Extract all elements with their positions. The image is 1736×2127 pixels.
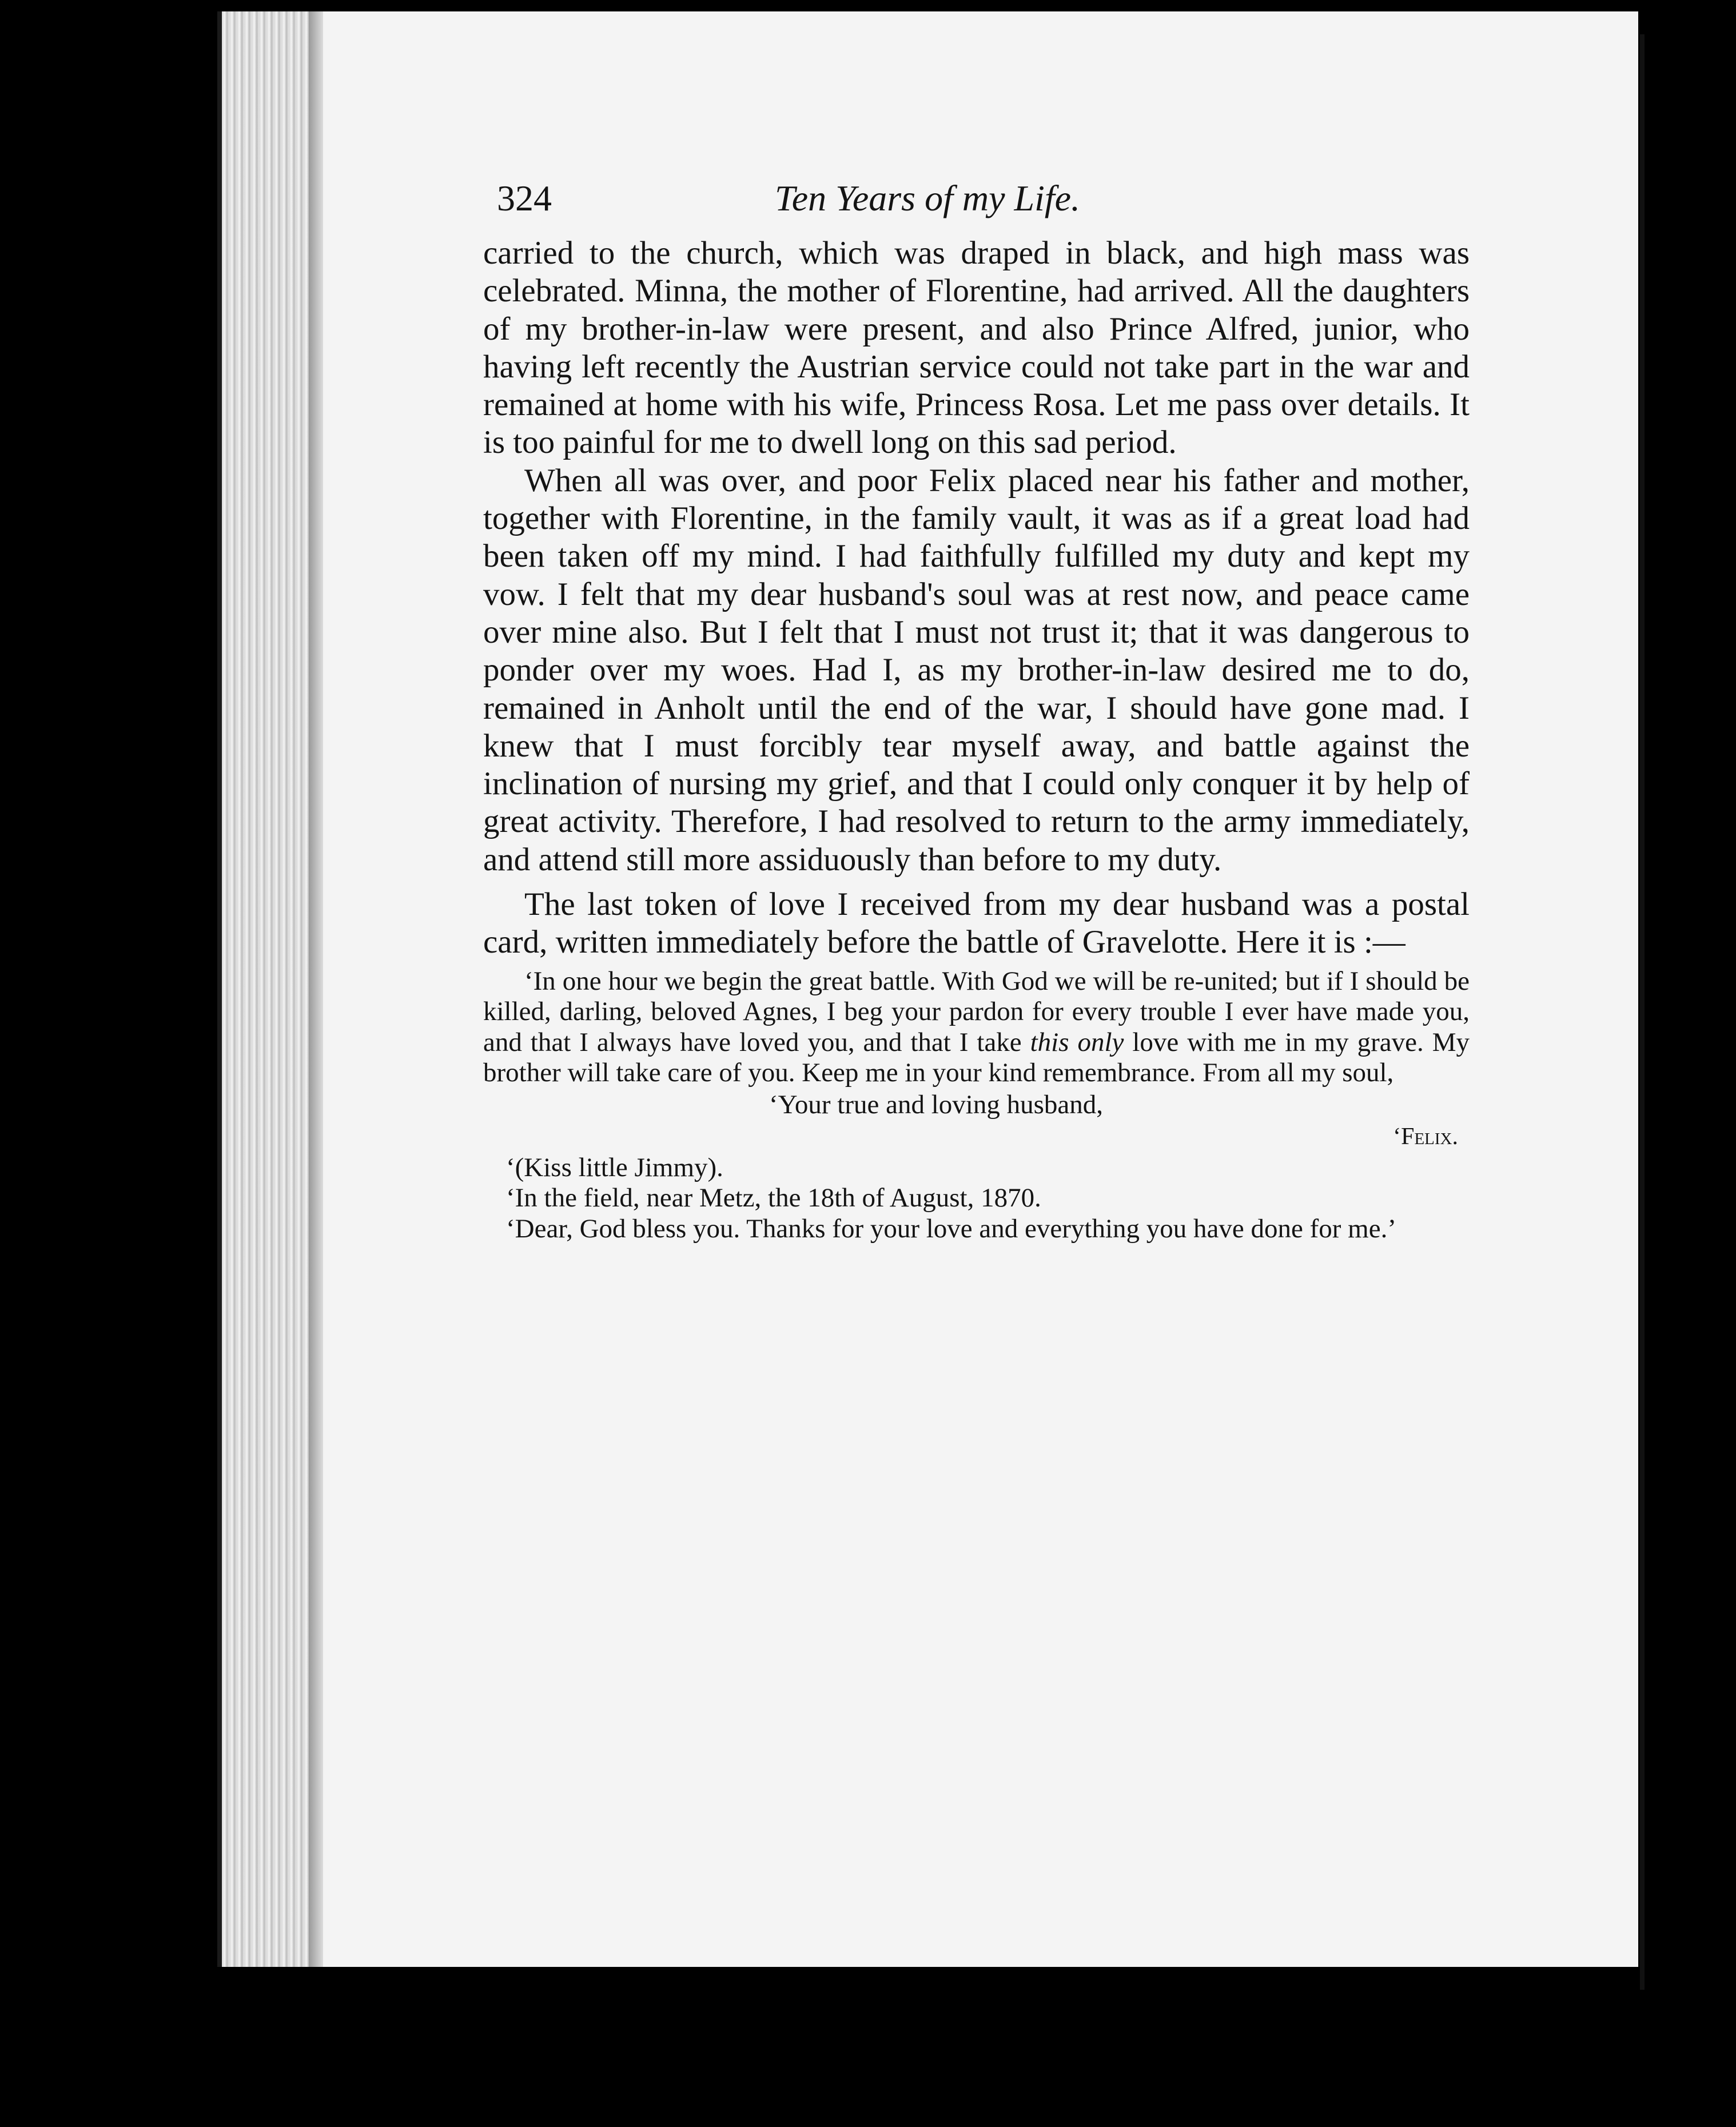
running-title: Ten Years of my Life. [775,178,1081,218]
postscript-3: ‘Dear, God bless you. Thanks for your love and everything you have done for me.’ [506,1213,1396,1244]
facing-page-edge [1640,34,1645,1990]
page-number: 324 [497,178,552,218]
running-head [483,172,1470,234]
paragraph-3: The last token of love I received from my dear husband was a postal card, written immediately before the battle of Gravelotte. Here it is :— [483,886,1470,961]
paragraph-2: When all was over, and poor Felix placed near his father and mother, together with Florentine, in the family vault, it was as if a great load had been taken off my mind. I had faithfully fulfilled my duty and kept my vow. I felt that my dear husband's soul was at rest now, and peace came over mine also. But I felt that I must not trust it; that it was dangerous to ponder over my woes. Had I, as my brother-in-law desired me to do, remained in Anholt until the end of the war, I should have gone mad. I knew that I must forcibly tear myself away, and battle against the inclination of nursing my grief, and that I could only conquer it by help of great activity. Therefore, I had resolved to return to the army immediately, and attend still more assiduously than before to my duty. [483,462,1470,878]
postscript-2: ‘In the field, near Metz, the 18th of August, 1870. [506,1183,1041,1213]
postscript-1: ‘(Kiss little Jimmy). [506,1152,723,1182]
page-text-block [483,172,1470,1244]
letter-signature: ‘Felix. [1393,1123,1458,1150]
letter-closing: ‘Your true and loving husband, [769,1089,1103,1120]
letter-body [483,966,1470,1089]
letter-emphasis: this only [1030,1027,1124,1057]
paragraph-1: carried to the church, which was draped in black, and high mass was celebrated. Minna, the mother of Florentine, had arrived. All the daughters of my brother-in-law were present, and also Prince Alfred, junior, who having left recently the Austrian service could not take part in the war and remained at home with his wife, Princess Rosa. Let me pass over details. It is too painful for me to dwell long on this sad period. [483,235,1470,461]
letter-text-part-1: ‘In one hour we begin the great battle. With God we will be re-united; but if I should be killed, darling, beloved Agnes, I beg your pardon for every trouble I ever have made you, and that I always have loved you, and that I take [483,966,1470,1057]
letter-text-part-2: love with me in my grave. My brother will take care of you. Keep me in your kind remembrance. From all my soul, [483,1027,1470,1088]
